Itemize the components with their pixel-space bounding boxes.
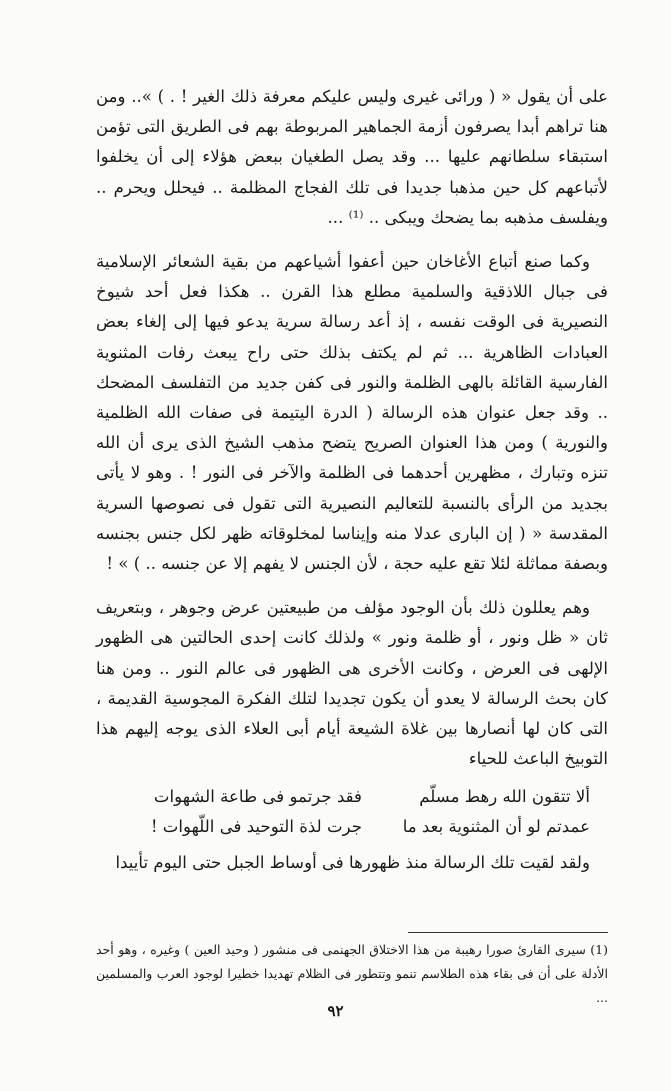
page-number: ٩٢ bbox=[327, 1002, 344, 1020]
body-text bbox=[96, 82, 608, 879]
paragraph: وهم يعللون ذلك بأن الوجود مؤلف من طبيعتين عرض وجوهر ، وبتعريف ثان « ظل ونور ، أو ظلمة ونور » ولذلك كانت إحدى الحالتين هى الظهور الإلهى فى العرض ، وكانت الأخرى هى الظهور فى عالم النور .. ومن هنا كان بحث الرسالة لا يعدو أن يكون تجديدا لتلك الفكرة المجوسية القديمة ، التى كان لها أنصارها بين غلاة الشيعة أيام أبى العلاء الذى يوجه إليهم هذا التوبيخ الباعث للحياء bbox=[96, 598, 608, 769]
paragraph: على أن يقول « ( ورائى غيرى وليس عليكم معرفة ذلك الغير ! . ) »‎.. ومن هنا تراهم أبدا يصرفون أزمة الجماهير المربوطة بهم فى الطريق التى تؤمن استبقاء سلطانهم عليها ... وقد يصل الطغيان ببعض هؤلاء إلى أن يخلفوا لأتباعهم كل حين مذهبا جديدا فى تلك الفجاج المظلمة .. فيحلل ويحرم .. ويفلسف مذهبه بما يضحك ويبكى .. ⁽¹⁾ ... bbox=[96, 87, 608, 227]
verse-hemistich: فقد جرتمو فى طاعة الشهوات bbox=[153, 787, 362, 807]
paragraph: وكما صنع أتباع الأغاخان حين أعفوا أشياعهم من بقية الشعائر الإسلامية فى جبال اللاذقية والسلمية مطلع هذا القرن .. هكذا فعل أحد شيوخ النصيرية فى الوقت نفسه ، إذ أعد رسالة سرية يدعو فيها إلى إلغاء بعض العبادات الظاهرية ... ثم لم يكتف بذلك حتى راح يبعث رفات المثنوية الفارسية القائلة بالهى الظلمة والنور فى كفن جديد من التفلسف المضحك .. وقد جعل عنوان هذه الرسالة ( الدرة اليتيمة فى صفات الله الظلمية والنورية ) ومن هذا العنوان الصريح يتضح مذهب الشيخ الذى يرى أن الله تنزه وتبارك ، مظهرين أحدهما فى الظلمة والآخر فى النور ! . وهو لا يأتى بجديد من الرأى بالنسبة للتعاليم النصيرية التى تقول فى نصوصها السرية المقدسة « ( إن البارى عدلا منه وإيناسا لمخلوقاته ظهر لكل جنس بجنسه وبصفة مماثلة لئلا تقع عليه حجة ، لأن الجنس لا يفهم إلا عن جنسه .. ) » ! bbox=[96, 252, 608, 574]
verse-hemistich: جرت لذة التوحيد فى اللّهوات ! bbox=[150, 817, 362, 837]
poem bbox=[96, 782, 608, 842]
footnote-divider bbox=[408, 932, 608, 933]
footnote: (1) سيرى القارئ صورا رهيبة من هذا الاختلاق الجهنمى فى منشور ( وحيد العين ) وغيره ، وهو أحد الأدلة على أن فى بقاء هذه الطلاسم تنمو وتتطور فى الظلام تهديدا خطيرا لوجود العرب والمسلمين ... bbox=[96, 942, 608, 1005]
poem-verse bbox=[96, 782, 590, 812]
poem-verse bbox=[96, 812, 590, 842]
paragraph: ولقد لقيت تلك الرسالة منذ ظهورها فى أوساط الجبل حتى اليوم تأييدا bbox=[115, 853, 590, 873]
verse-hemistich: عمدتم لو أن المثنوية بعد ما bbox=[402, 817, 590, 837]
verse-hemistich: ألا تتقون الله رهط مسلّم bbox=[419, 787, 590, 807]
